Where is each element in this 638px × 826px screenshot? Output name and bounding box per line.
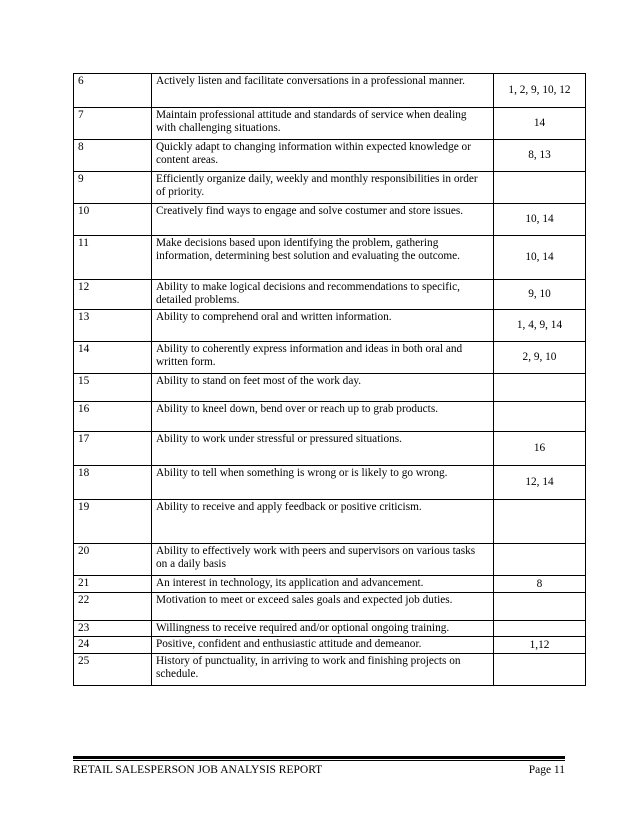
row-reference [494, 500, 586, 544]
row-reference [494, 402, 586, 432]
row-description: Make decisions based upon identifying the problem, gathering information, determining best solution and evaluating the outcome. [152, 236, 494, 280]
row-reference: 1, 4, 9, 14 [494, 310, 586, 342]
job-analysis-table [73, 73, 586, 686]
row-number: 25 [74, 654, 152, 686]
row-description: Ability to kneel down, bend over or reach up to grab products. [152, 402, 494, 432]
table-row [74, 204, 586, 236]
row-reference [494, 654, 586, 686]
row-number: 14 [74, 342, 152, 374]
row-description: Ability to receive and apply feedback or positive criticism. [152, 500, 494, 544]
table-row [74, 432, 586, 466]
row-reference: 2, 9, 10 [494, 342, 586, 374]
row-number: 10 [74, 204, 152, 236]
row-reference [494, 593, 586, 621]
row-number: 20 [74, 544, 152, 576]
row-reference: 1, 2, 9, 10, 12 [494, 74, 586, 108]
row-reference: 8 [494, 576, 586, 593]
row-description: Ability to make logical decisions and recommendations to specific, detailed problems. [152, 280, 494, 310]
table-row [74, 140, 586, 172]
row-number: 7 [74, 108, 152, 140]
row-description: Actively listen and facilitate conversations in a professional manner. [152, 74, 494, 108]
table-row [74, 544, 586, 576]
row-reference [494, 172, 586, 204]
table-row [74, 593, 586, 621]
row-description: Creatively find ways to engage and solve costumer and store issues. [152, 204, 494, 236]
row-reference: 8, 13 [494, 140, 586, 172]
table-row [74, 310, 586, 342]
table-row [74, 280, 586, 310]
row-description: Quickly adapt to changing information within expected knowledge or content areas. [152, 140, 494, 172]
row-number: 22 [74, 593, 152, 621]
row-reference: 16 [494, 432, 586, 466]
table-row [74, 621, 586, 637]
row-number: 15 [74, 374, 152, 402]
row-description: Ability to comprehend oral and written information. [152, 310, 494, 342]
table-row [74, 342, 586, 374]
row-description: Motivation to meet or exceed sales goals and expected job duties. [152, 593, 494, 621]
row-reference [494, 621, 586, 637]
row-description: Ability to tell when something is wrong or is likely to go wrong. [152, 466, 494, 500]
row-description: Efficiently organize daily, weekly and monthly responsibilities in order of priority. [152, 172, 494, 204]
row-number: 9 [74, 172, 152, 204]
row-description: Ability to work under stressful or pressured situations. [152, 432, 494, 466]
page-number: Page 11 [528, 764, 565, 776]
table-row [74, 466, 586, 500]
row-description: Ability to coherently express information and ideas in both oral and written form. [152, 342, 494, 374]
row-reference [494, 374, 586, 402]
row-description: Ability to effectively work with peers and supervisors on various tasks on a daily basis [152, 544, 494, 576]
footer-divider [73, 756, 565, 759]
row-description: Maintain professional attitude and standards of service when dealing with challenging situations. [152, 108, 494, 140]
footer-title: RETAIL SALESPERSON JOB ANALYSIS REPORT [73, 764, 323, 776]
row-description: Positive, confident and enthusiastic attitude and demeanor. [152, 637, 494, 654]
table-row [74, 74, 586, 108]
row-reference: 14 [494, 108, 586, 140]
row-number: 19 [74, 500, 152, 544]
table-row [74, 172, 586, 204]
table-row [74, 637, 586, 654]
row-number: 6 [74, 74, 152, 108]
table-row [74, 500, 586, 544]
row-number: 11 [74, 236, 152, 280]
row-description: Ability to stand on feet most of the work day. [152, 374, 494, 402]
row-number: 13 [74, 310, 152, 342]
row-number: 16 [74, 402, 152, 432]
table-row [74, 108, 586, 140]
table-row [74, 374, 586, 402]
row-reference: 10, 14 [494, 204, 586, 236]
table-row [74, 402, 586, 432]
row-number: 23 [74, 621, 152, 637]
row-description: An interest in technology, its application and advancement. [152, 576, 494, 593]
row-reference [494, 544, 586, 576]
row-number: 17 [74, 432, 152, 466]
row-number: 21 [74, 576, 152, 593]
table-row [74, 236, 586, 280]
row-reference: 12, 14 [494, 466, 586, 500]
footer-divider-thin [73, 760, 565, 761]
row-description: Willingness to receive required and/or optional ongoing training. [152, 621, 494, 637]
row-reference: 1,12 [494, 637, 586, 654]
row-number: 8 [74, 140, 152, 172]
row-reference: 9, 10 [494, 280, 586, 310]
row-description: History of punctuality, in arriving to work and finishing projects on schedule. [152, 654, 494, 686]
row-reference: 10, 14 [494, 236, 586, 280]
row-number: 18 [74, 466, 152, 500]
table-row [74, 654, 586, 686]
row-number: 12 [74, 280, 152, 310]
table-row [74, 576, 586, 593]
row-number: 24 [74, 637, 152, 654]
